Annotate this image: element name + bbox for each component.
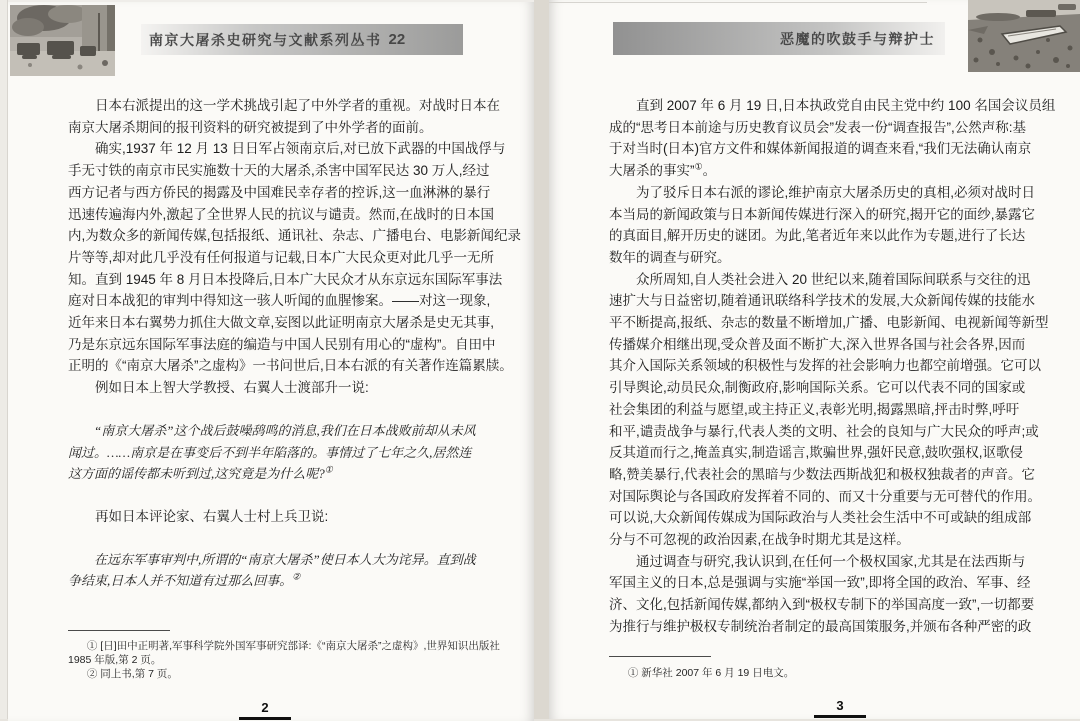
text-line: 迅速传遍海内外,激起了全世界人民的抗议与谴责。然而,在战时的日本国 — [68, 206, 495, 222]
text-line: 直到 2007 年 6 月 19 日,日本执政党自由民主党中约 100 名国会议员组 — [636, 98, 1056, 113]
text-line: 手无寸铁的南京市民实施数十天的大屠杀,杀害中国军民达 30 万人,经过 — [68, 163, 490, 179]
text-line: 众所周知,自人类社会进入 20 世纪以来,随着国际间联系与交往的迅 — [636, 271, 1031, 287]
text-line: 传播媒介相继出现,受众普及面不断扩大,深入世界各国与社会各界,因而 — [609, 336, 1026, 352]
left-body-paragraph — [68, 506, 528, 528]
text-line: 大屠杀的事实”①。 — [609, 161, 717, 179]
text-line: 本当局的新闻政策与日本新闻传媒进行深入的研究,揭开它的面纱,暴露它 — [609, 206, 1036, 222]
footnote-ref: ② — [292, 572, 301, 583]
text-line: 南京大屠杀期间的报刊资料的研究被提到了中外学者的面前。 — [68, 119, 433, 135]
text-line: 内,为数众多的新闻传媒,包括报纸、通讯社、杂志、广播电台、电影新闻纪录 — [68, 228, 522, 244]
text-line: 这方面的谣传都未听到过,这究竟是为什么呢?① — [68, 464, 333, 482]
street-battle-photo-art — [10, 5, 115, 76]
text-line: 社会集团的利益与愿望,或主持正义,表彰光明,揭露黑暗,抨击时弊,呼吁 — [609, 401, 1020, 417]
text-line: 片等等,却对此几乎没有任何报道与记载,日本广大民众更对此几乎一无所 — [68, 249, 495, 265]
right-footnote-paragraph — [609, 666, 1069, 680]
text-line: 例如日本上智大学教授、右翼人士渡部升一说: — [95, 380, 369, 396]
text-line: 知。直到 1945 年 8 月日本投降后,日本广大民众才从东京远东国际军事法 — [68, 271, 503, 287]
riverbank-boats-photo-art — [968, 0, 1080, 72]
text-line: 和平,谴责战争与暴行,代表人类的文明、社会的良知与广大民众的呼声;或 — [609, 423, 1039, 439]
text-line: ② 同上书,第 7 页。 — [86, 668, 178, 680]
left-body-paragraph — [68, 377, 528, 399]
footnote-ref: ① — [324, 464, 333, 475]
left-body-quote — [68, 549, 528, 592]
text-line: 为了驳斥日本右派的谬论,维护南京大屠杀历史的真相,必须对战时日 — [636, 184, 1036, 200]
right-body-paragraph — [609, 269, 1069, 551]
text-line: 济、文化,包括新闻传媒,都纳入到“极权专制下的举国高度一致”,一切都要 — [609, 597, 1035, 613]
text-line: 对国际舆论与各国政府发挥着不同的、而又十分重要与无可替代的作用。 — [609, 488, 1041, 504]
text-line: 为推行与维护极权专制统治者制定的最高国策服务,并颁布各种严密的政 — [609, 618, 1032, 634]
footnote-divider — [68, 630, 170, 631]
right-page-footnotes — [609, 666, 1069, 680]
left-page-body-text — [68, 95, 528, 613]
text-line: 争结束,日本人并不知道有过那么回事。② — [68, 572, 301, 589]
footnote-ref: ① — [694, 161, 703, 172]
text-line: 再如日本评论家、右翼人士村上兵卫说: — [95, 508, 329, 524]
text-line: 近年来日本右翼势力抓住大做文章,妄图以此证明南京大屠杀是史无其事, — [68, 315, 495, 331]
page-number-right — [814, 698, 866, 718]
right-body-paragraph — [609, 551, 1069, 638]
text-line: 引导舆论,动员民众,制衡政府,影响国际关系。它可以代表不同的国家或 — [609, 380, 1026, 396]
page-number-rule — [814, 715, 866, 718]
series-header-bar — [141, 24, 463, 55]
text-line: 速扩大与日益密切,随着通讯联络科学技术的发展,大众新闻传媒的技能水 — [609, 293, 1036, 309]
text-line: 1985 年版,第 2 页。 — [68, 654, 162, 666]
text-line: 日本右派提出的这一学术挑战引起了中外学者的重视。对战时日本在 — [95, 98, 500, 113]
right-page-body-text — [609, 95, 1069, 638]
left-body-paragraph — [68, 138, 528, 377]
text-line: “南京大屠杀”这个战后鼓噪鸹鸣的消息,我们在日本战败前却从未风 — [94, 422, 476, 438]
page-gutter — [534, 0, 549, 719]
text-line: 军国主义的日本,总是强调与实施“举国一致”,即将全国的政治、军事、经 — [609, 575, 1031, 591]
text-line: 反其道而行之,掩盖真实,制造谣言,欺骗世界,强奸民意,鼓吹强权,讴歌侵 — [609, 445, 1024, 461]
page-number-left — [239, 700, 291, 720]
text-line: ① 新华社 2007 年 6 月 19 日电文。 — [627, 667, 795, 679]
scan-edge-line — [549, 2, 927, 3]
text-line: 分与不可忽视的政治因素,在战争时期尤其是这样。 — [609, 532, 910, 548]
left-page-footnotes — [68, 639, 528, 681]
text-line: 平不断提高,报纸、杂志的数量不断增加,广播、电影新闻、电视新闻等新型 — [609, 315, 1049, 331]
left-body-quote — [68, 420, 528, 485]
footnote-divider — [609, 656, 711, 657]
riverbank-boats-photo — [968, 0, 1080, 72]
chapter-title: 恶魔的吹鼓手与辩护士 — [780, 30, 935, 47]
chapter-header-bar — [613, 22, 945, 55]
text-line: ① [日]田中正明著,军事科学院外国军事研究部译:《“南京大屠杀”之虚构》,世界知识出版社 — [86, 640, 500, 652]
text-line: 其介入国际关系领域的积极性与发挥的社会影响力也都空前增强。它可以 — [609, 358, 1041, 374]
text-line: 于对当时(日本)官方文件和媒体新闻报道的调查来看,“我们无法确认南京 — [609, 141, 1032, 157]
text-line: 庭对日本战犯的审判中得知这一骇人听闻的血腥惨案。——对这一现象, — [68, 293, 491, 309]
right-body-paragraph — [609, 95, 1069, 182]
book-page-left — [8, 0, 534, 721]
series-number: 22 — [388, 31, 406, 48]
text-line: 略,赞美暴行,代表社会的黑暗与少数法西斯战犯和极权独裁者的声音。它 — [609, 466, 1036, 482]
street-battle-photo — [10, 5, 115, 76]
viewer-left-edge — [0, 0, 8, 719]
text-line: 确实,1937 年 12 月 13 日日军占领南京后,对已放下武器的中国战俘与 — [95, 141, 506, 157]
text-line: 可以说,大众新闻传媒成为国际政治与人类社会生活中不可或缺的组成部 — [609, 510, 1032, 526]
text-line: 在远东军事审判中,所谓的“南京大屠杀”使日本人大为诧异。直到战 — [94, 551, 476, 567]
text-line: 通过调查与研究,我认识到,在任何一个极权国家,尤其是在法西斯与 — [636, 553, 1026, 569]
left-footnote-paragraph — [68, 639, 528, 667]
left-footnote-paragraph — [68, 667, 528, 681]
text-line: 正明的《“南京大屠杀”之虚构》一书问世后,日本右派的有关著作连篇累牍。 — [68, 358, 513, 374]
text-line: 乃是东京远东国际军事法庭的编造与中国人民别有用心的“虚构”。自田中 — [68, 336, 496, 352]
text-line: 闻过。……南京是在事变后不到半年陷落的。事情过了七年之久,居然连 — [68, 444, 472, 460]
right-body-paragraph — [609, 182, 1069, 269]
series-title: 南京大屠杀史研究与文献系列丛书 — [149, 31, 382, 48]
text-line: 西方记者与西方侨民的揭露及中国难民幸存者的控诉,这一血淋淋的暴行 — [68, 184, 491, 200]
page-number-value: 3 — [836, 698, 844, 713]
text-line: 数年的调查与研究。 — [609, 249, 731, 265]
text-line: 的真面目,解开历史的谜团。为此,笔者近年来以此作为专题,进行了长达 — [609, 228, 1026, 244]
text-line: 成的“思考日本前途与历史教育议员会”发表一份“调查报告”,公然声称:基 — [609, 119, 1026, 135]
page-number-value: 2 — [261, 700, 269, 715]
left-body-paragraph — [68, 95, 528, 138]
book-page-right — [549, 0, 1080, 719]
